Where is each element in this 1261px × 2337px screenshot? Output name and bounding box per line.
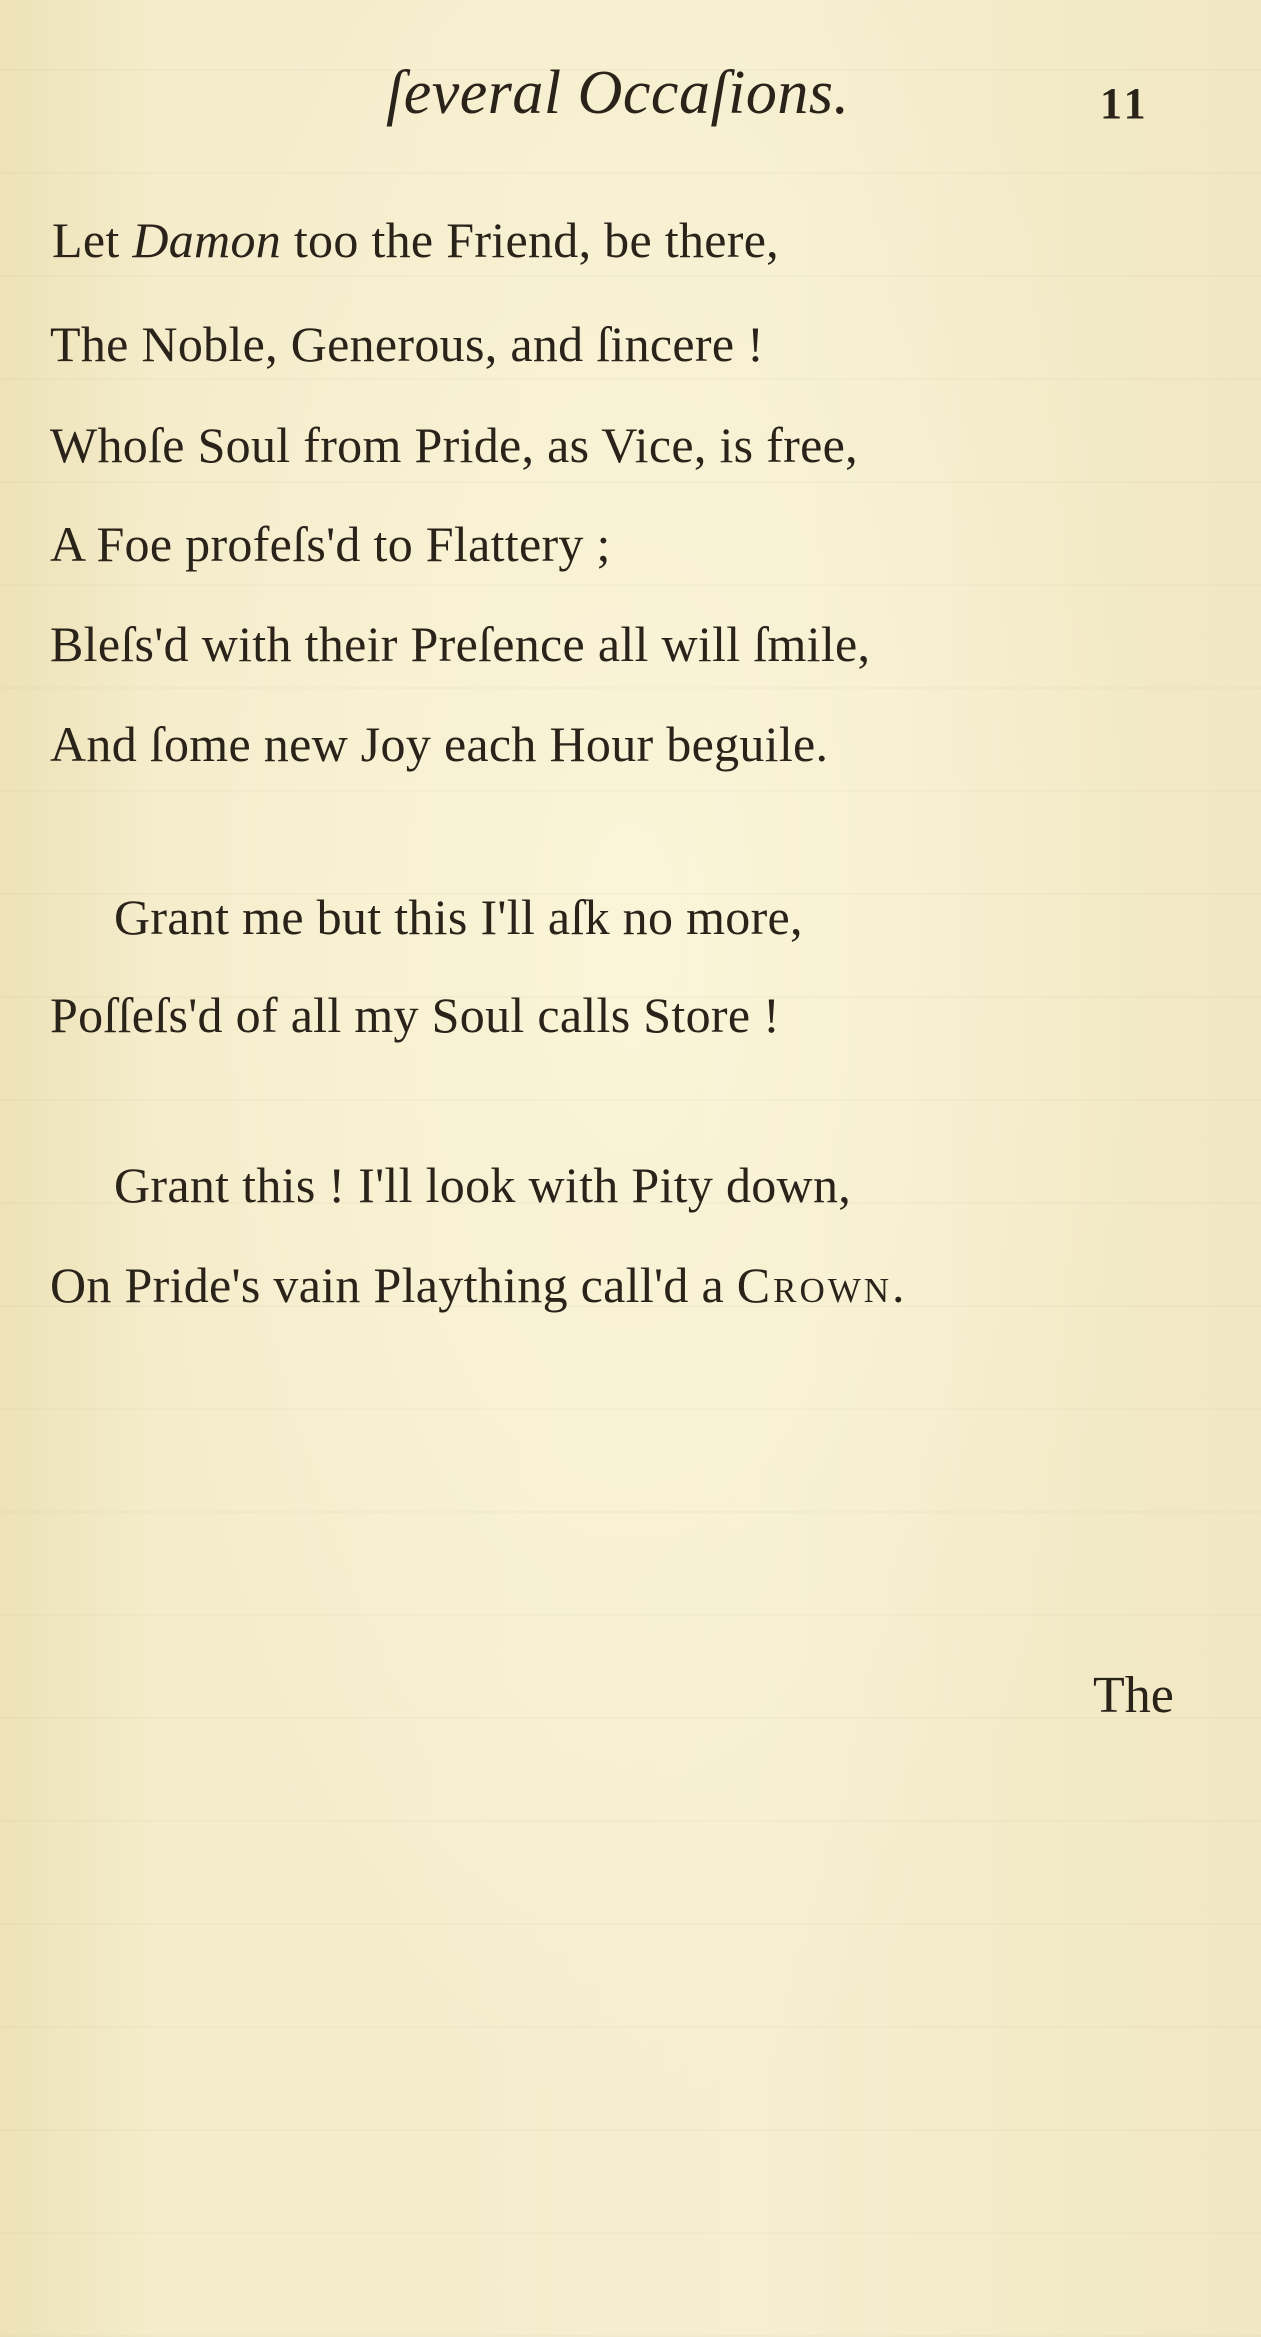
poem-line: And ſome new Joy each Hour beguile.: [50, 716, 829, 772]
line-text: On Pride's vain Plaything call'd a: [50, 1257, 737, 1313]
poem-line: The Noble, Generous, and ſincere !: [50, 316, 765, 372]
poem-line: [50, 1255, 905, 1315]
line-text: too the Friend, be there,: [281, 212, 779, 268]
poem-line: [52, 210, 779, 270]
poem-line: Grant me but this I'll aſk no more,: [114, 889, 803, 945]
catchword: The: [1093, 1667, 1174, 1724]
small-caps-word: Crown: [736, 1257, 893, 1313]
poem-line: A Foe profeſs'd to Flattery ;: [50, 516, 611, 572]
poem-line: Poſſeſs'd of all my Soul calls Store !: [50, 987, 781, 1043]
line-text: Let: [52, 212, 133, 268]
running-head: ſeveral Occaſions.: [386, 59, 850, 127]
poem-line: Grant this ! I'll look with Pity down,: [114, 1157, 852, 1213]
page-number: 11: [1100, 79, 1150, 128]
poem-line: Whoſe Soul from Pride, as Vice, is free,: [50, 417, 858, 473]
line-text: .: [892, 1257, 905, 1313]
poem-line: Bleſs'd with their Preſence all will ſmile,: [50, 616, 871, 672]
name-italic: Damon: [132, 212, 282, 268]
